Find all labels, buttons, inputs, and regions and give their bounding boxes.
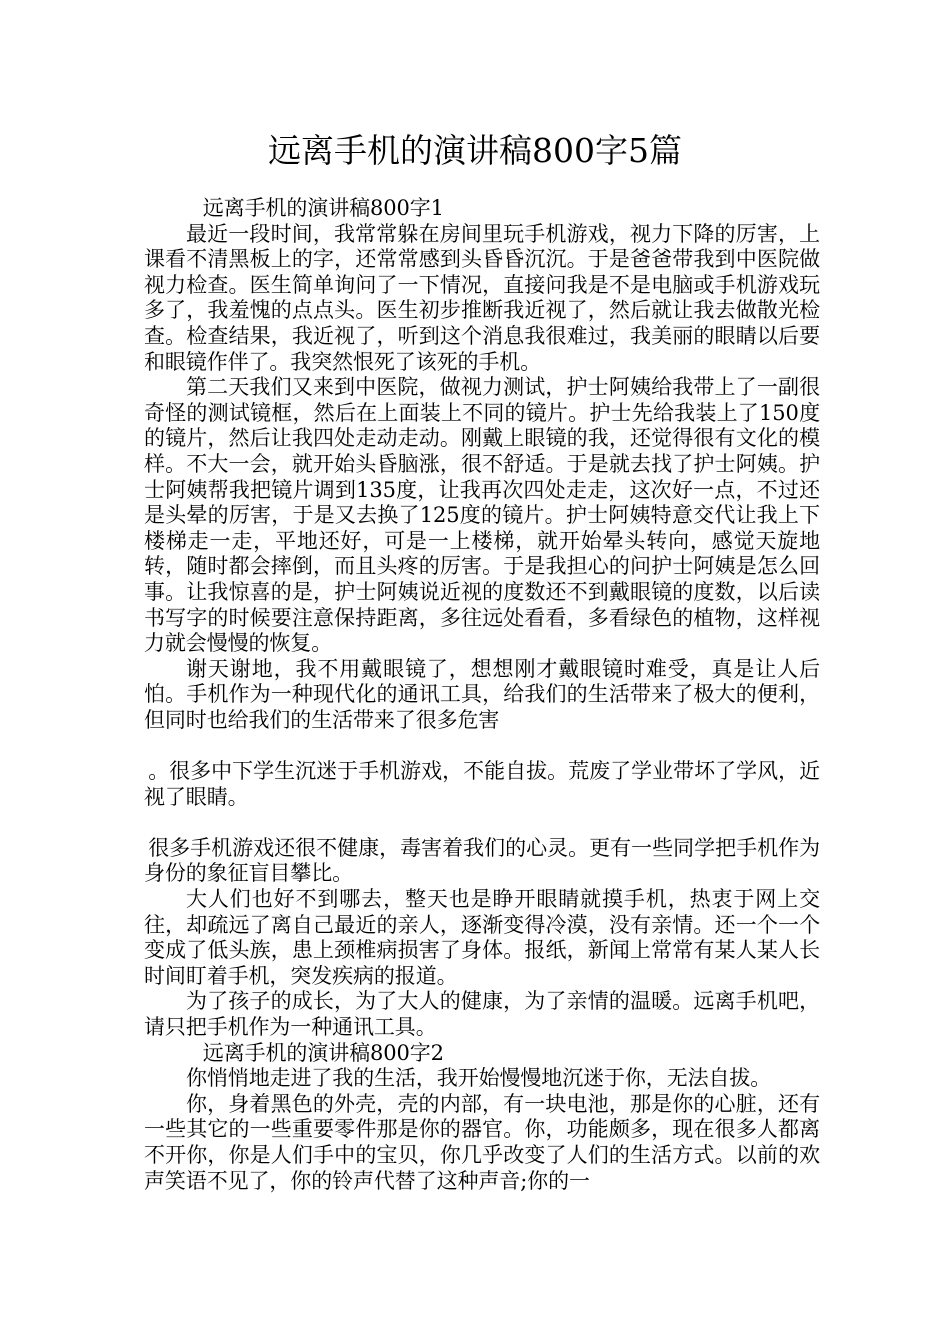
paragraph: 谢天谢地，我不用戴眼镜了，想想刚才戴眼镜时难受，真是让人后怕。手机作为一种现代化的通讯工具，给我们的生活带来了极大的便利，但同时也给我们的生活带来了很多危害	[144, 656, 820, 732]
paragraph: 最近一段时间，我常常躲在房间里玩手机游戏，视力下降的厉害，上课看不清黑板上的字，还常常感到头昏昏沉沉。于是爸爸带我到中医院做视力检查。医生简单询问了一下情况，直接问我是不是电脑或手机游戏玩多了，我羞愧的点点头。医生初步推断我近视了，然后就让我去做散光检查。检查结果，我近视了，听到这个消息我很难过，我美丽的眼睛以后要和眼镜作伴了。我突然恨死了该死的手机。	[144, 221, 820, 374]
blank-line	[144, 810, 820, 836]
paragraph: 你，身着黑色的外壳，壳的内部，有一块电池，那是你的心脏，还有一些其它的一些重要零件那是你的器官。你，功能颇多，现在很多人都离不开你，你是人们手中的宝贝，你几乎改变了人们的生活方式。以前的欢声笑语不见了，你的铃声代替了这种声音;你的一	[144, 1091, 820, 1193]
paragraph: 大人们也好不到哪去，整天也是睁开眼睛就摸手机，热衷于网上交往，却疏远了离自己最近的亲人，逐渐变得冷漠，没有亲情。还一个一个变成了低头族，患上颈椎病损害了身体。报纸，新闻上常常有某人某人长时间盯着手机，突发疾病的报道。	[144, 887, 820, 988]
paragraph: 为了孩子的成长，为了大人的健康，为了亲情的温暖。远离手机吧，请只把手机作为一种通讯工具。	[144, 989, 820, 1039]
document-body	[144, 196, 820, 1194]
paragraph: 你悄悄地走进了我的生活，我开始慢慢地沉迷于你，无法自拔。	[186, 1066, 772, 1091]
paragraph: 第二天我们又来到中医院，做视力测试，护士阿姨给我带上了一副很奇怪的测试镜框，然后在上面装上不同的镜片。护士先给我装上了150度的镜片，然后让我四处走动走动。刚戴上眼镜的我，还觉得很有文化的模样。不大一会，就开始头昏脑涨，很不舒适。于是就去找了护士阿姨。护士阿姨帮我把镜片调到135度，让我再次四处走走，这次好一点，不过还是头晕的厉害，于是又去换了125度的镜片。护士阿姨特意交代让我上下楼梯走一走，平地还好，可是一上楼梯，就开始晕头转向，感觉天旋地转，随时都会摔倒，而且头疼的厉害。于是我担心的问护士阿姨是怎么回事。让我惊喜的是，护士阿姨说近视的度数还不到戴眼镜的度数，以后读书写字的时候要注意保持距离，多往远处看看，多看绿色的植物，这样视力就会慢慢的恢复。	[144, 375, 820, 656]
paragraph: 很多手机游戏还很不健康，毒害着我们的心灵。更有一些同学把手机作为身份的象征盲目攀比。	[144, 835, 820, 886]
blank-line	[144, 733, 820, 759]
section-heading-1: 远离手机的演讲稿800字1	[202, 196, 444, 220]
section-heading-2: 远离手机的演讲稿800字2	[202, 1040, 444, 1065]
paragraph: 。很多中下学生沉迷于手机游戏，不能自拔。荒废了学业带坏了学风，近视了眼睛。	[144, 759, 820, 809]
document-title: 远离手机的演讲稿800字5篇	[268, 131, 682, 170]
